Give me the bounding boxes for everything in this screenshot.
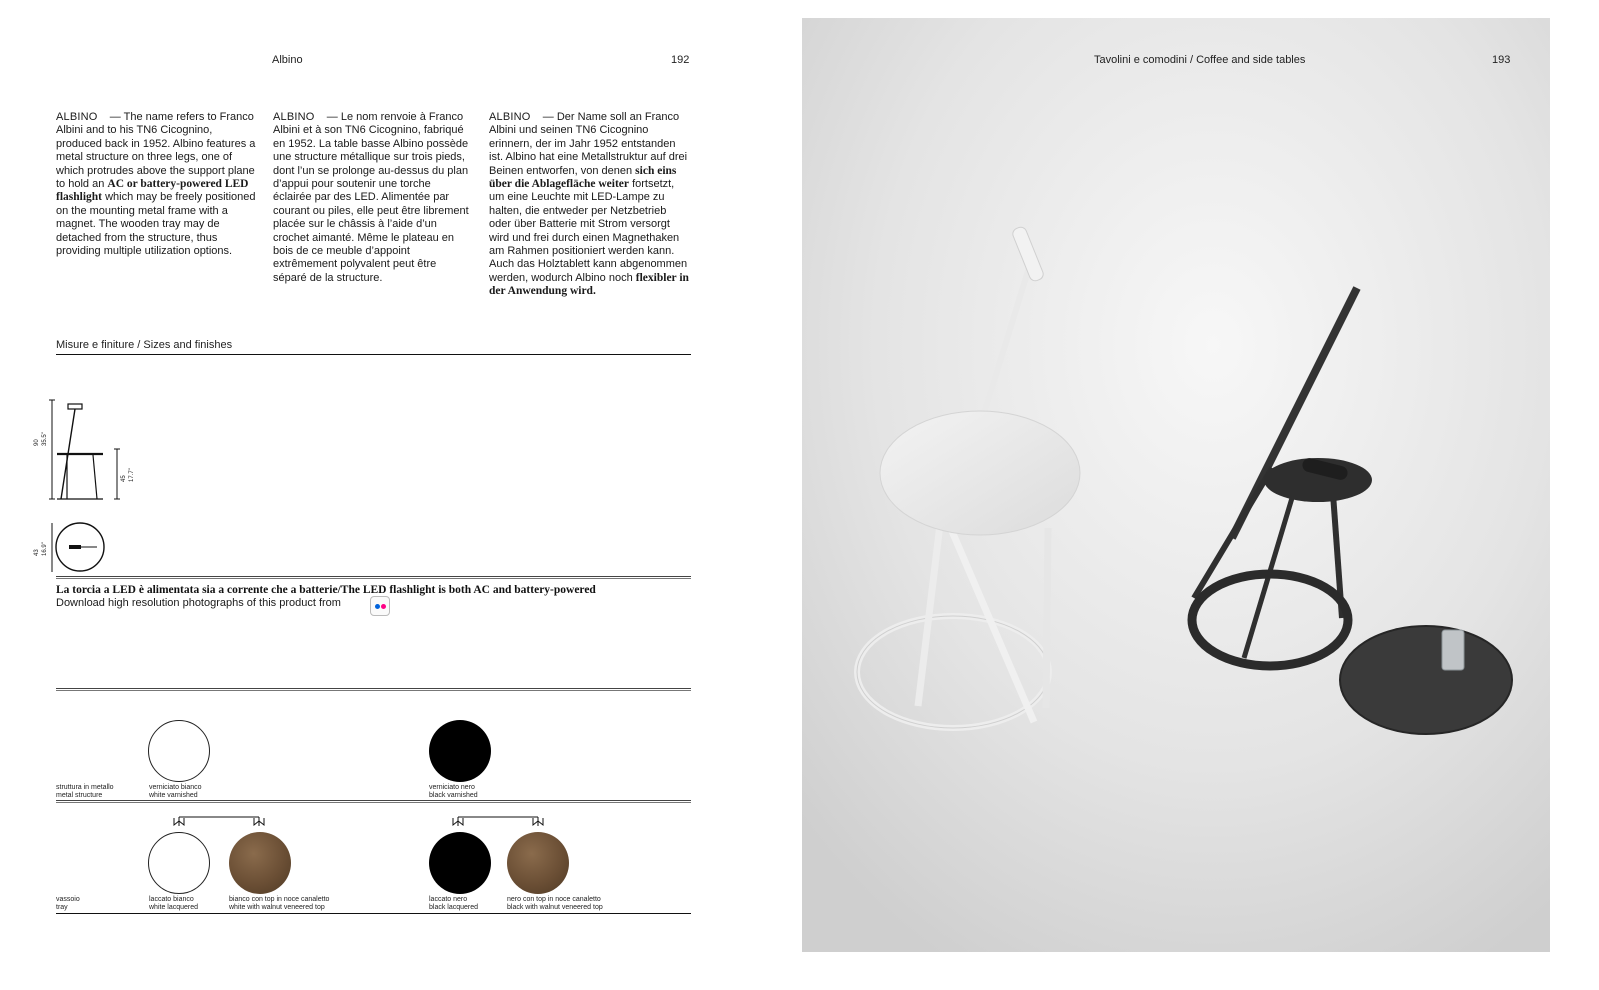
tray-white-walnut-label: bianco con top in noce canaletto white with walnut veneered top bbox=[229, 896, 330, 911]
tray-black-label: laccato nero black lacquered bbox=[429, 896, 479, 911]
german-text-2: fortsetzt, um eine Leuchte mit LED-Lampe zu halten, die entweder per Netzbetrieb oder über Batterie mit Strom versorgt wird und frei durch einen Magnethaken am Rahmen positioniert werden kann. Auch das Holztablett kann abgenommen werden, wodurch Albino noch bbox=[489, 178, 688, 284]
german-description bbox=[489, 111, 691, 299]
dimension-height-total: 90 35.5" bbox=[34, 432, 48, 446]
technical-drawing bbox=[45, 395, 135, 575]
sizes-heading-rule bbox=[56, 354, 691, 355]
swatch-structure-black bbox=[429, 720, 491, 782]
german-emphasis-2: flexibler in der Anwendung wird. bbox=[489, 271, 689, 298]
right-page-number: 193 bbox=[1492, 54, 1511, 66]
french-description bbox=[273, 111, 469, 285]
right-page-title: Tavolini e comodini / Coffee and side tables bbox=[1094, 54, 1306, 66]
combination-connector-white bbox=[165, 812, 285, 830]
english-emphasis: AC or battery-powered LED flashlight bbox=[56, 178, 249, 204]
english-text-1: — The name refers to Franco Albini and to his TN6 Cicognino, produced back in 1952. Albino features a metal structure on three legs, one of which protrudes above the support plane to hold an bbox=[56, 111, 256, 191]
finishes-separator-top bbox=[56, 688, 691, 691]
german-emphasis-1: sich eins über die Ablagefläche weiter bbox=[489, 164, 677, 191]
flickr-icon[interactable] bbox=[370, 596, 390, 616]
tray-black-walnut-label: nero con top in noce canaletto black with walnut veneered top bbox=[507, 896, 603, 911]
english-description bbox=[56, 111, 256, 258]
tray-label: vassoio tray bbox=[56, 896, 80, 911]
sizes-heading: Misure e finiture / Sizes and finishes bbox=[56, 339, 233, 351]
left-page-number: 192 bbox=[671, 54, 690, 66]
left-page-title: Albino bbox=[272, 54, 303, 66]
french-text-1: — Le nom renvoie à Franco Albini et à son TN6 Cicognino, fabriqué en 1952. La table basse Albino possède une structure métallique sur trois pieds, dont l’un se prolonge au-dessus du plan d’appui pour soutenir une torche éclairée par des LED. Alimentée par courant ou piles, elle peut être librement placée sur le châssis à l’aide d’un crochet aimanté. Même le plateau en bois de ce meuble d’appoint extrêmement polyvalent peut être séparé de la structure. bbox=[273, 111, 469, 284]
structure-black-label: verniciato nero black varnished bbox=[429, 784, 478, 799]
tray-white-label: laccato bianco white lacquered bbox=[149, 896, 199, 911]
top-view-lamp bbox=[69, 545, 81, 549]
german-lead: ALBINO bbox=[489, 111, 531, 123]
combination-connector-black bbox=[444, 812, 564, 830]
note-separator-top bbox=[56, 576, 691, 579]
product-photo bbox=[802, 18, 1550, 952]
download-text: Download high resolution photographs of this product from bbox=[56, 597, 341, 609]
structure-label: struttura in metallo metal structure bbox=[56, 784, 114, 799]
swatch-tray-black-walnut bbox=[507, 832, 569, 894]
swatch-tray-white bbox=[148, 832, 210, 894]
swatch-structure-white bbox=[148, 720, 210, 782]
structure-white-label: verniciato bianco white varnished bbox=[149, 784, 202, 799]
flashlight-note: La torcia a LED è alimentata sia a corrente che a batterie/The LED flashlight is both AC and battery-powered bbox=[56, 584, 596, 596]
finishes-separator-middle bbox=[56, 800, 691, 803]
german-text-1: — Der Name soll an Franco Albini und seinen TN6 Cicognino erinnern, der im Jahr 1952 entstanden ist. Albino hat eine Metallstruktur auf drei Beinen entworfen, von denen bbox=[489, 111, 688, 177]
finishes-bottom-rule bbox=[56, 913, 691, 914]
side-view-lamp bbox=[68, 404, 82, 409]
swatch-tray-black bbox=[429, 832, 491, 894]
english-lead: ALBINO bbox=[56, 111, 98, 123]
english-text-2: which may be freely positioned on the mounting metal frame with a magnet. The wooden tray may de detached from the structure, thus providing multiple utilization options. bbox=[56, 191, 256, 258]
dimension-diameter: 43 16.9" bbox=[34, 542, 48, 556]
french-lead: ALBINO bbox=[273, 111, 315, 123]
swatch-tray-white-walnut bbox=[229, 832, 291, 894]
dimension-height-table: 45 17.7" bbox=[121, 468, 135, 482]
